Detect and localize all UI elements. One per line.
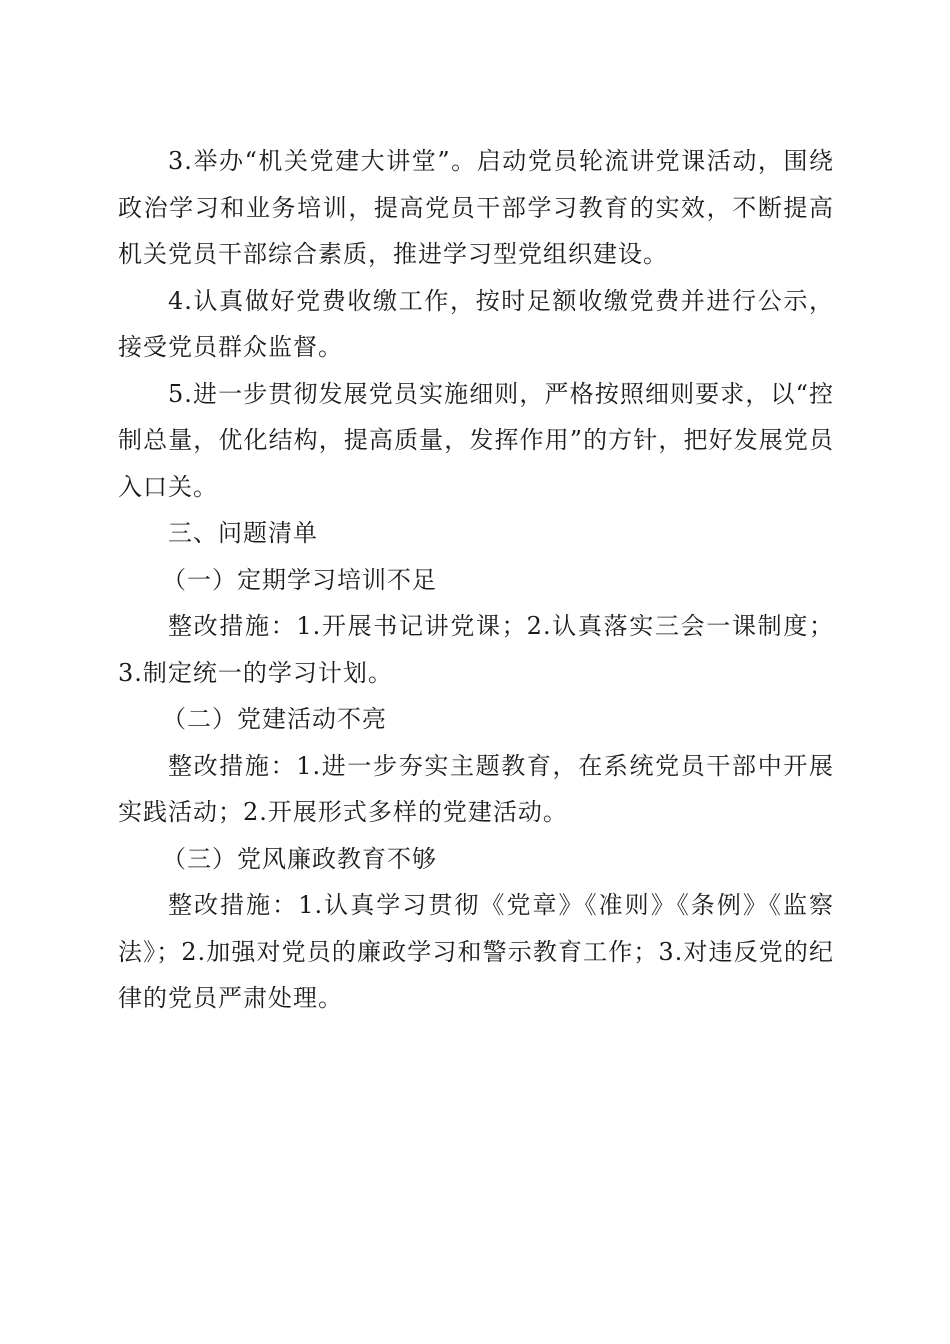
paragraph-item-3: 3.举办“机关党建大讲堂”。启动党员轮流讲党课活动，围绕政治学习和业务培训，提高党员干部学习教育的实效，不断提高机关党员干部综合素质，推进学习型党组织建设。	[118, 147, 834, 268]
issue-title-1: （一）定期学习培训不足	[162, 565, 437, 594]
paragraph-item-5: 5.进一步贯彻发展党员实施细则，严格按照细则要求，以“控制总量，优化结构，提高质量，发挥作用”的方针，把好发展党员入口关。	[118, 379, 834, 501]
issue-title-2: （二）党建活动不亮	[162, 705, 387, 733]
section-heading-issue-list: 三、问题清单	[168, 519, 318, 547]
paragraph-item-4: 4.认真做好党费收缴工作，按时足额收缴党费并进行公示，接受党员群众监督。	[118, 286, 834, 361]
issue-title-3: （三）党风廉政教育不够	[162, 844, 437, 873]
document-body	[118, 138, 834, 1022]
issue-measures-2: 整改措施：1.进一步夯实主题教育，在系统党员干部中开展实践活动；2.开展形式多样的党建活动。	[118, 751, 834, 826]
issue-measures-1: 整改措施：1.开展书记讲党课；2.认真落实三会一课制度；3.制定统一的学习计划。	[118, 612, 834, 687]
issue-measures-3: 整改措施：1.认真学习贯彻《党章》《准则》《条例》《监察法》；2.加强对党员的廉政学习和警示教育工作；3.对违反党的纪律的党员严肃处理。	[118, 891, 834, 1012]
